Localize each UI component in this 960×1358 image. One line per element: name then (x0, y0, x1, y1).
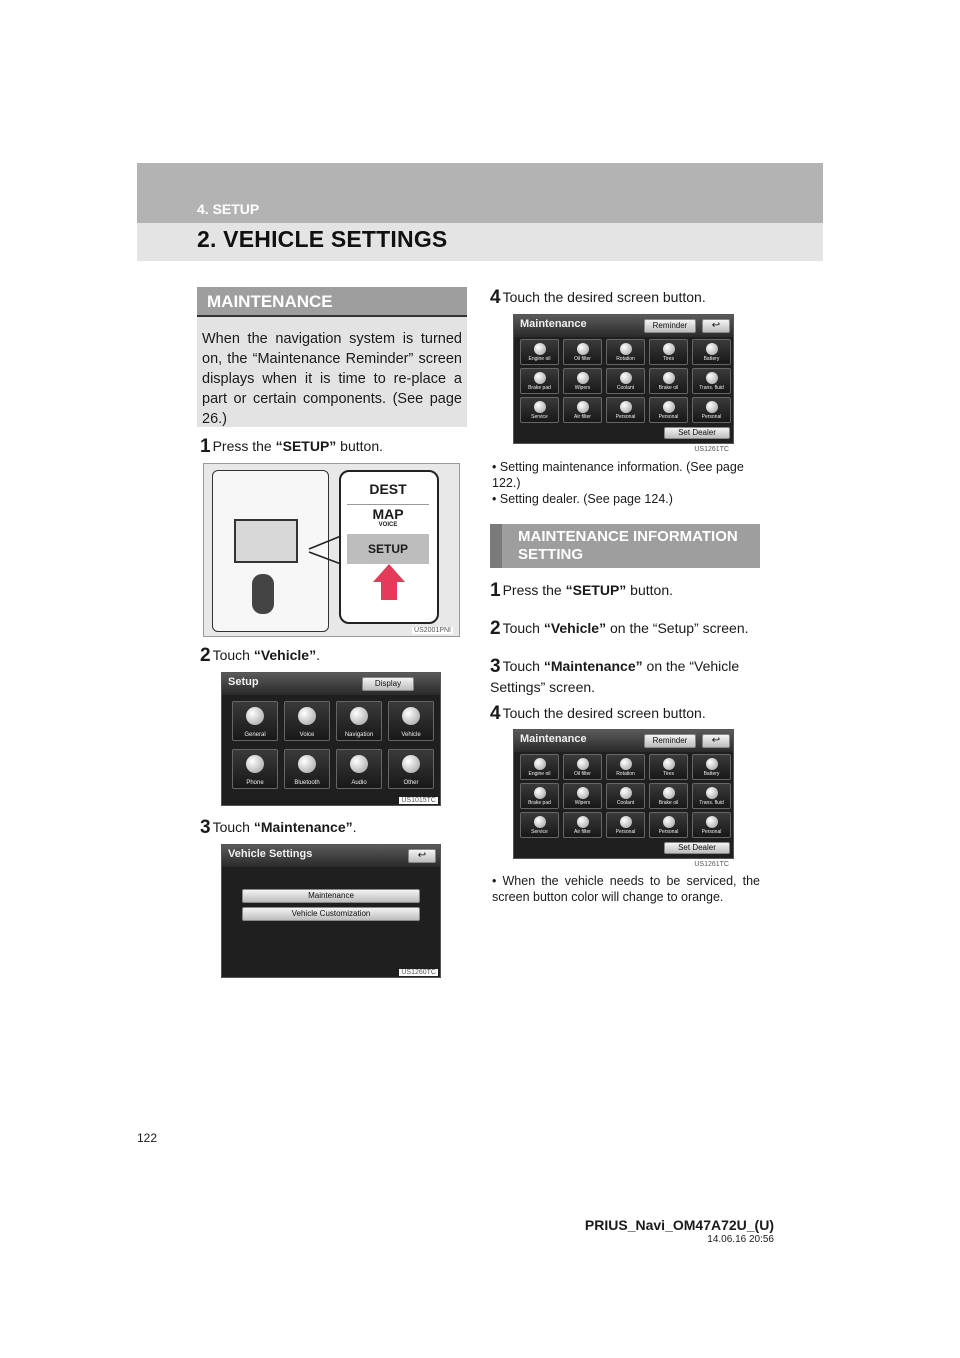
tile-vehicle[interactable]: Vehicle (388, 701, 434, 741)
set-dealer-button[interactable]: Set Dealer (664, 427, 730, 439)
info-setting-heading: MAINTENANCE INFORMATION SETTING (518, 528, 738, 563)
tile-audio[interactable]: Audio (336, 749, 382, 789)
step-4-top: 4 Touch the desired screen button. (490, 287, 706, 308)
step-3-left: 3 Touch “Maintenance”. (200, 817, 357, 838)
tile-wipers[interactable]: Wipers (563, 783, 602, 809)
tile-engine-oil[interactable]: Engine oil (520, 754, 559, 780)
display-button[interactable]: Display (362, 677, 414, 691)
page-number: 122 (137, 1131, 158, 1145)
figure-code: US1015TC (401, 797, 436, 804)
tile-air-filter[interactable]: Air filter (563, 397, 602, 423)
step-1-right: 1 Press the “SETUP” button. (490, 580, 673, 601)
tile-brake-oil[interactable]: Brake oil (649, 368, 688, 394)
maintenance-title: Maintenance (520, 733, 587, 745)
bullet-setting-info: • Setting maintenance information. (See page 122.) (492, 460, 744, 490)
bullet-icon: • (492, 492, 497, 506)
tile-phone[interactable]: Phone (232, 749, 278, 789)
maintenance-button[interactable]: Maintenance (242, 889, 420, 903)
dashboard-figure (203, 463, 460, 637)
vehicle-customization-button[interactable]: Vehicle Customization (242, 907, 420, 921)
tile-brake-pad[interactable]: Brake pad (520, 368, 559, 394)
step-1-left: 1 Press the “SETUP” button. (200, 436, 383, 457)
reminder-button[interactable]: Reminder (644, 734, 696, 748)
step-4-right: 4 Touch the desired screen button. (490, 703, 706, 724)
intro-text: When the navigation system is turned on, the “Maintenance Reminder” screen displays when it is time to re-place a part or certain components. (See page 26.) (202, 331, 462, 427)
tile-service[interactable]: Service (520, 397, 559, 423)
tile-coolant[interactable]: Coolant (606, 368, 645, 394)
map-button[interactable]: MAP (372, 506, 404, 522)
document-date: 14.06.16 20:56 (707, 1234, 774, 1245)
tile-brake-pad[interactable]: Brake pad (520, 783, 559, 809)
maintenance-heading: MAINTENANCE (207, 292, 333, 311)
maintenance-screen-top (513, 314, 734, 453)
bullet-setting-dealer: • Setting dealer. (See page 124.) (492, 492, 673, 506)
tile-personal[interactable]: Personal (606, 812, 645, 838)
bullet-icon: • (492, 460, 497, 474)
tile-personal[interactable]: Personal (649, 397, 688, 423)
setup-button[interactable]: SETUP (347, 534, 429, 564)
bullet-icon: • (492, 874, 497, 888)
tile-general[interactable]: General (232, 701, 278, 741)
voice-button[interactable]: VOICE (378, 522, 398, 528)
section-label: 4. SETUP (197, 201, 260, 217)
reminder-button[interactable]: Reminder (644, 319, 696, 333)
document-id: PRIUS_Navi_OM47A72U_(U) (584, 1217, 774, 1233)
tile-battery[interactable]: Battery (692, 754, 731, 780)
tile-oil-filter[interactable]: Oil filter (563, 339, 602, 365)
setup-screen-titlebar: Setup (222, 673, 440, 695)
tile-trans-fluid[interactable]: Trans. fluid (692, 783, 731, 809)
step-2-right: 2 Touch “Vehicle” on the “Setup” screen. (490, 618, 749, 639)
maintenance-titlebar (514, 730, 733, 752)
tile-voice[interactable]: Voice (284, 701, 330, 741)
info-setting-heading-inner (512, 524, 760, 568)
maintenance-title: Maintenance (520, 318, 587, 330)
set-dealer-button[interactable]: Set Dealer (664, 842, 730, 854)
tile-tires[interactable]: Tires (649, 339, 688, 365)
page-title: 2. VEHICLE SETTINGS (197, 226, 448, 252)
tile-personal[interactable]: Personal (649, 812, 688, 838)
tile-brake-oil[interactable]: Brake oil (649, 783, 688, 809)
tile-personal[interactable]: Personal (606, 397, 645, 423)
tile-rotation[interactable]: Rotation (606, 754, 645, 780)
tile-oil-filter[interactable]: Oil filter (563, 754, 602, 780)
dest-button[interactable]: DEST (347, 474, 429, 505)
heading-tab (490, 524, 502, 568)
figure-code: US1260TC (401, 969, 436, 976)
tile-wipers[interactable]: Wipers (563, 368, 602, 394)
tile-tires[interactable]: Tires (649, 754, 688, 780)
tile-navigation[interactable]: Navigation (336, 701, 382, 741)
bullet-service-color: • When the vehicle needs to be serviced, the screen button color will change to orange. (492, 874, 760, 904)
figure-code: US1261TC (694, 446, 729, 453)
tile-personal[interactable]: Personal (692, 812, 731, 838)
back-arrow-icon[interactable]: ↩ (702, 319, 730, 333)
tile-bluetooth[interactable]: Bluetooth (284, 749, 330, 789)
figure-code: US1261TC (694, 861, 729, 868)
tile-rotation[interactable]: Rotation (606, 339, 645, 365)
back-arrow-icon[interactable]: ↩ (702, 734, 730, 748)
maintenance-titlebar (514, 315, 733, 337)
tile-air-filter[interactable]: Air filter (563, 812, 602, 838)
tile-service[interactable]: Service (520, 812, 559, 838)
tile-coolant[interactable]: Coolant (606, 783, 645, 809)
callout-lines (204, 464, 460, 637)
setup-screen (221, 672, 441, 806)
back-arrow-icon[interactable]: ↩ (408, 849, 436, 863)
step-3-right: 3 Touch “Maintenance” on the “Vehicle Settings” screen. (490, 656, 740, 695)
maintenance-screen-bottom (513, 729, 734, 868)
vehicle-screen-titlebar: Vehicle Settings (222, 845, 440, 867)
tile-trans-fluid[interactable]: Trans. fluid (692, 368, 731, 394)
tile-personal[interactable]: Personal (692, 397, 731, 423)
tile-engine-oil[interactable]: Engine oil (520, 339, 559, 365)
tile-other[interactable]: Other (388, 749, 434, 789)
step-2-left: 2 Touch “Vehicle”. (200, 645, 320, 666)
maintenance-heading-box (197, 287, 467, 315)
vehicle-settings-screen (221, 844, 441, 978)
tile-battery[interactable]: Battery (692, 339, 731, 365)
figure-code: US2001PNI (414, 627, 451, 634)
intro-box (197, 317, 467, 427)
